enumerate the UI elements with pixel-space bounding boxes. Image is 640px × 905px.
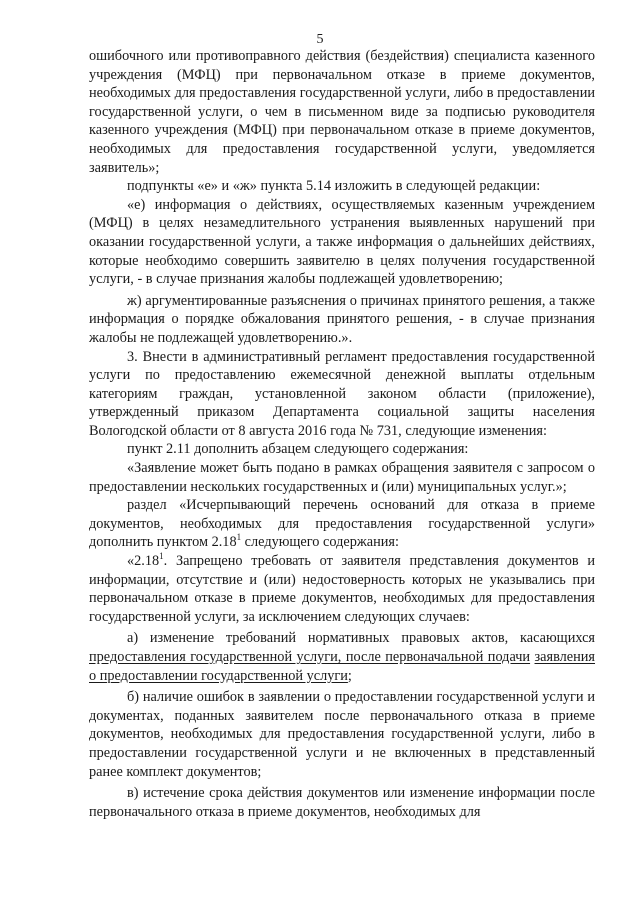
paragraph-item-2-18-1 xyxy=(89,552,595,626)
case-a-text: а) изменение требований нормативных правовых актов, касающихся xyxy=(127,630,595,647)
paragraph-subpoint-e: «е) информация о действиях, осуществляемых казенным учреждением (МФЦ) в целях незамедлительного устранения выявленных нарушений при оказании государственной услуги, а также информация о дальнейших действиях, которые необходимо совершить заявителю в целях получения государственной услуги, - в случае признания жалобы подлежащей удовлетворению; xyxy=(89,196,595,288)
paragraph-case-b: б) наличие ошибок в заявлении о предоставлении государственной услуги и документах, поданных заявителем после первоначального отказа в приеме документов, необходимых для предоставления государственной услуги, либо в предоставлении государственной услуги и не включенных в представленный ранее комплект документов; xyxy=(89,689,595,780)
paragraph-subpoints-intro: подпункты «е» и «ж» пункта 5.14 изложить в следующей редакции: xyxy=(127,178,541,195)
case-a-underlined-1: предоставления государственной услуги, после первоначальной подачи xyxy=(89,649,531,665)
page-number: 5 xyxy=(316,32,324,47)
paragraph-case-a xyxy=(89,629,595,685)
item-2-18-text-a: «2.18 xyxy=(127,553,160,570)
section-superscript: 1 xyxy=(236,532,242,543)
section-text-a: раздел «Исчерпывающий перечень оснований для отказа в приеме документов, необходимых для предоставления государственной услуги» дополнить пунктом 2.18 xyxy=(89,497,595,551)
document-body xyxy=(89,47,595,821)
paragraph-continuation: ошибочного или противоправного действия (бездействия) специалиста казенного учреждения (МФЦ) при первоначальном отказе в приеме документов, необходимых для предоставления государственной услуги, либо в предоставлении государственной услуги, о чем в письменном виде за подписью руководителя казенного учреждения (МФЦ) при первоначальном отказе в приеме документов, необходимых для предоставления государственной услуги, уведомляется заявитель»; xyxy=(89,48,595,176)
item-2-18-text-b: . Запрещено требовать от заявителя представления документов и информации, отсутствие и (или) недостоверность которых не указывались при первоначальном отказе в приеме документов, необходимых для предоставления государственной услуги, за исключением следующих случаев: xyxy=(89,553,595,625)
paragraph-statement-quote: «Заявление может быть подано в рамках обращения заявителя с запросом о предоставлении нескольких государственных и (или) муниципальных услуг.»; xyxy=(89,460,595,495)
paragraph-case-v: в) истечение срока действия документов или изменение информации после первоначального отказа в приеме документов, необходимых для xyxy=(89,785,595,820)
paragraph-item-2-11: пункт 2.11 дополнить абзацем следующего содержания: xyxy=(127,441,469,458)
case-a-underlined-2: заявления о предоставлении государственной услуги xyxy=(89,649,596,684)
paragraph-item-3: 3. Внести в административный регламент предоставления государственной услуги по предоставлению ежемесячной денежной выплаты отдельным категориям граждан, установленной законом области (приложение), утвержденный приказом Департамента социальной защиты населения Вологодской области от 8 августа 2016 года № 731, следующие изменения: xyxy=(89,348,595,439)
section-text-b: следующего содержания: xyxy=(241,534,399,551)
paragraph-section-addition xyxy=(89,496,595,552)
case-a-end: ; xyxy=(347,667,352,684)
item-2-18-superscript: 1 xyxy=(159,551,164,562)
paragraph-subpoint-zh: ж) аргументированные разъяснения о причинах принятого решения, а также информация о порядке обжалования принятого решения, - в случае признания жалобы не подлежащей удовлетворению.». xyxy=(89,292,595,346)
